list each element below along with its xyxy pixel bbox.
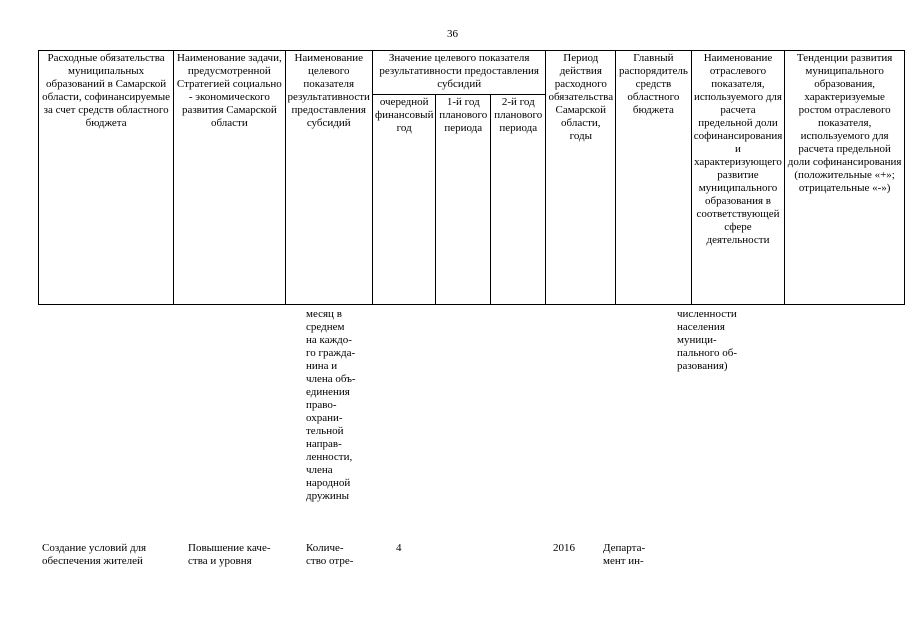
row2-obligation: [42, 542, 182, 568]
text-line: ство отре-: [306, 555, 354, 567]
header-col-trend: Тенденции развития муниципального образования, характеризуемые ростом отраслевого показателя, используемого для расчета предельной доли софинансирования (положительные «+»; отрицательные «-»): [785, 51, 905, 305]
continuation-sector-text: [677, 308, 761, 373]
row2-value: 4: [396, 542, 402, 554]
header-col-plan-year-2: 2-й год планового периода: [491, 95, 546, 305]
text-line: Создание условий для: [42, 542, 147, 554]
header-col-sector-indicator: Наименование отраслевого показателя, используемого для расчета предельной доли софинансирования и характеризующего развитие муниципального образования в соответствующей сфере деятельности: [691, 51, 785, 305]
row2-manager: [603, 542, 673, 568]
header-col-obligations: Расходные обязательства муниципальных образований в Самарской области, софинансируемые за счет средств областного бюджета: [39, 51, 174, 305]
text-line: ства и уровня: [188, 555, 252, 567]
header-table: [38, 50, 905, 305]
row2-task: [188, 542, 300, 568]
text-line: обеспечения жителей: [42, 555, 143, 567]
header-col-indicator-value: Значение целевого показателя результативности предоставления субсидий: [372, 51, 546, 95]
row2-period: 2016: [553, 542, 575, 554]
header-col-task: Наименование задачи, предусмотренной Стратегией социально - экономического развития Самарской области: [174, 51, 285, 305]
text-line: среднем: [306, 321, 345, 333]
text-line: Количе-: [306, 542, 344, 554]
text-line: направ-: [306, 438, 342, 450]
header-col-manager: Главный распорядитель средств областного бюджета: [616, 51, 692, 305]
text-line: дружины: [306, 490, 350, 502]
row2-indicator: [306, 542, 366, 568]
text-line: Департа-: [603, 542, 646, 554]
text-line: мент ин-: [603, 555, 644, 567]
text-line: охрани-: [306, 412, 343, 424]
text-line: на каждо-: [306, 334, 352, 346]
text-line: го гражда-: [306, 347, 356, 359]
text-line: единения: [306, 386, 350, 398]
text-line: муници-: [677, 334, 717, 346]
continuation-indicator-text: [306, 308, 366, 503]
text-line: члена объ-: [306, 373, 356, 385]
text-line: численности: [677, 308, 737, 320]
text-line: нина и: [306, 360, 338, 372]
text-line: Повышение каче-: [188, 542, 271, 554]
text-line: тельной: [306, 425, 344, 437]
text-line: ленности,: [306, 451, 353, 463]
page-number: 36: [447, 28, 458, 40]
text-line: пального об-: [677, 347, 738, 359]
header-col-current-year: очередной финансовый год: [372, 95, 436, 305]
header-col-period: Период действия расходного обязательства Самарской области, годы: [546, 51, 616, 305]
text-line: населения: [677, 321, 725, 333]
text-line: право-: [306, 399, 337, 411]
header-col-indicator-name: Наименование целевого показателя результативности предоставления субсидий: [285, 51, 372, 305]
text-line: разования): [677, 360, 728, 372]
text-line: народной: [306, 477, 351, 489]
text-line: члена: [306, 464, 333, 476]
text-line: месяц в: [306, 308, 342, 320]
header-col-plan-year-1: 1-й год планового периода: [436, 95, 491, 305]
